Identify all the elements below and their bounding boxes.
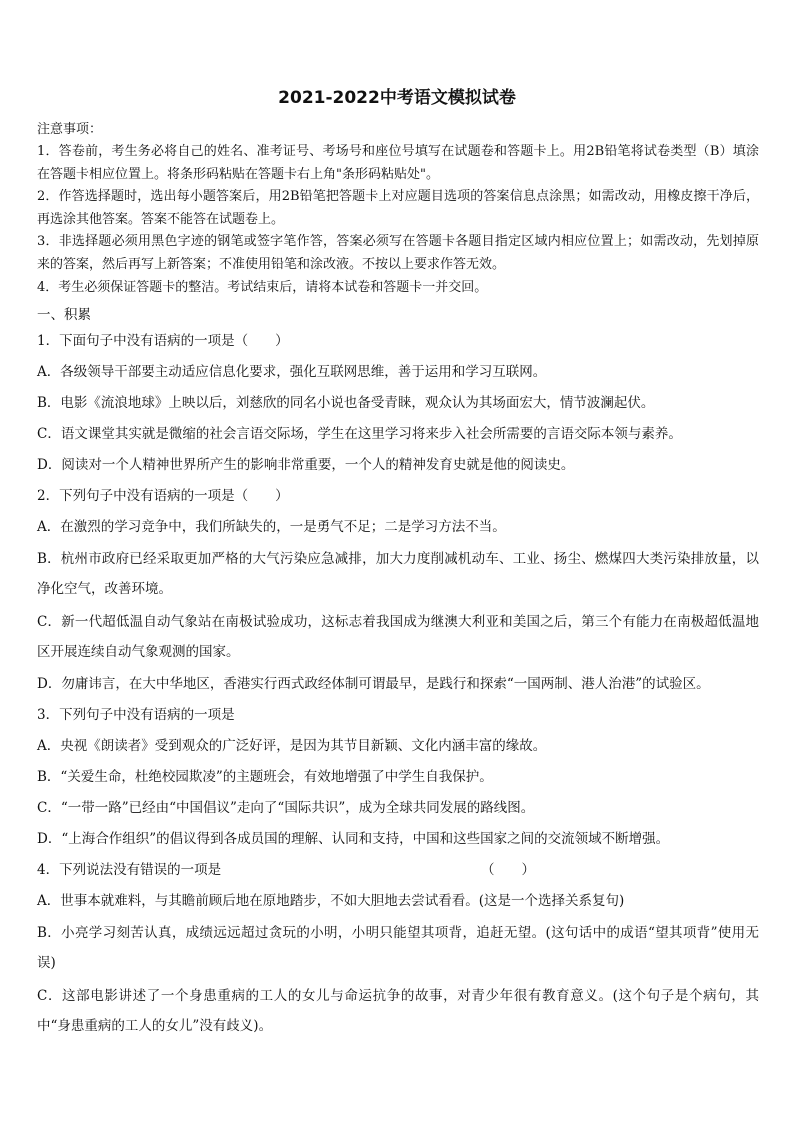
notice-item: 1．答卷前，考生务必将自己的姓名、准考证号、考场号和座位号填写在试题卷和答题卡上。用2B铅笔将试卷类型（B）填涂在答题卡相应位置上。将条形码粘贴在答题卡右上角"条形码粘贴处"。 [37,144,759,182]
question-1 [37,327,759,479]
option-a: A．在激烈的学习竞争中，我们所缺失的，一是勇气不足；二是学习方法不当。 [37,519,506,535]
option-a: A．各级领导干部要主动适应信息化要求，强化互联网思维，善于运用和学习互联网。 [37,364,547,380]
option-d: D．勿庸讳言，在大中华地区，香港实行西式政经体制可谓最早，是践行和探索“一国两制、港人治港”的试验区。 [37,676,710,692]
option-c: C．语文课堂其实就是微缩的社会言语交际场，学生在这里学习将来步入社会所需要的言语交际本领与素养。 [37,426,682,442]
option-c: C．新一代超低温自动气象站在南极试验成功，这标志着我国成为继澳大利亚和美国之后，第三个有能力在南极超低温地区开展连续自动气象观测的国家。 [37,614,759,660]
option-c: C．“一带一路”已经由“中国倡议”走向了“国际共识”，成为全球共同发展的路线图。 [37,800,535,816]
option-c: C．这部电影讲述了一个身患重病的工人的女儿与命运抗争的故事，对青少年很有教育意义。(这个句子是个病句，其中“身患重病的工人的女儿”没有歧义)。 [37,988,759,1034]
question-list [37,327,759,1044]
option-b: B．电影《流浪地球》上映以后，刘慈欣的同名小说也备受青睐，观众认为其场面宏大，情节波澜起伏。 [37,395,655,411]
option-b: B．杭州市政府已经采取更加严格的大气污染应急减排，加大力度削减机动车、工业、扬尘、燃煤四大类污染排放量，以净化空气，改善环境。 [37,551,759,597]
option-b: B．“关爱生命，杜绝校园欺凌”的主题班会，有效地增强了中学生自我保护。 [37,769,493,785]
notice-item: 2．作答选择题时，选出每小题答案后，用2B铅笔把答题卡上对应题目选项的答案信息点涂黑；如需改动，用橡皮擦干净后，再选涂其他答案。答案不能答在试题卷上。 [37,189,759,227]
option-d: D．“上海合作组织”的倡议得到各成员国的理解、认同和支持，中国和这些国家之间的交流领域不断增强。 [37,831,670,847]
option-d: D．阅读对一个人精神世界所产生的影响非常重要，一个人的精神发育史就是他的阅读史。 [37,457,575,473]
notice-item: 3．非选择题必须用黑色字迹的钢笔或签字笔作答，答案必须写在答题卡各题目指定区域内相应位置上；如需改动，先划掉原来的答案，然后再写上新答案；不准使用铅笔和涂改液。不按以上要求作答无效。 [37,234,759,272]
notice-item: 4．考生必须保证答题卡的整洁。考试结束后，请将本试卷和答题卡一并交回。 [37,279,488,295]
question-stem: 1．下面句子中没有语病的一项是（ ） [37,333,289,349]
option-a: A．央视《朗读者》受到观众的广泛好评，是因为其节目新颖、文化内涵丰富的缘故。 [37,738,547,754]
question-2 [37,482,759,698]
question-4 [37,856,759,1041]
notice-block [37,119,759,299]
option-b: B．小亮学习刻苦认真，成绩远远超过贪玩的小明，小明只能望其项背，追赶无望。(这句话中的成语“望其项背”使用无误) [37,925,759,971]
question-stem: 4．下列说法没有错误的一项是 [37,862,222,878]
question-stem-row [37,856,759,884]
answer-paren: （ ） [481,862,535,878]
notice-heading: 注意事项： [37,122,103,137]
option-a: A．世事本就难料，与其瞻前顾后地在原地踏步，不如大胆地去尝试看看。(这是一个选择关系复句) [37,893,625,909]
question-stem: 2．下列句子中没有语病的一项是（ ） [37,488,289,504]
section-heading: 一、积累 [37,307,91,323]
exam-title: 2021-2022中考语文模拟试卷 [278,88,516,108]
question-stem: 3．下列句子中没有语病的一项是 [37,707,235,723]
question-3 [37,701,759,853]
